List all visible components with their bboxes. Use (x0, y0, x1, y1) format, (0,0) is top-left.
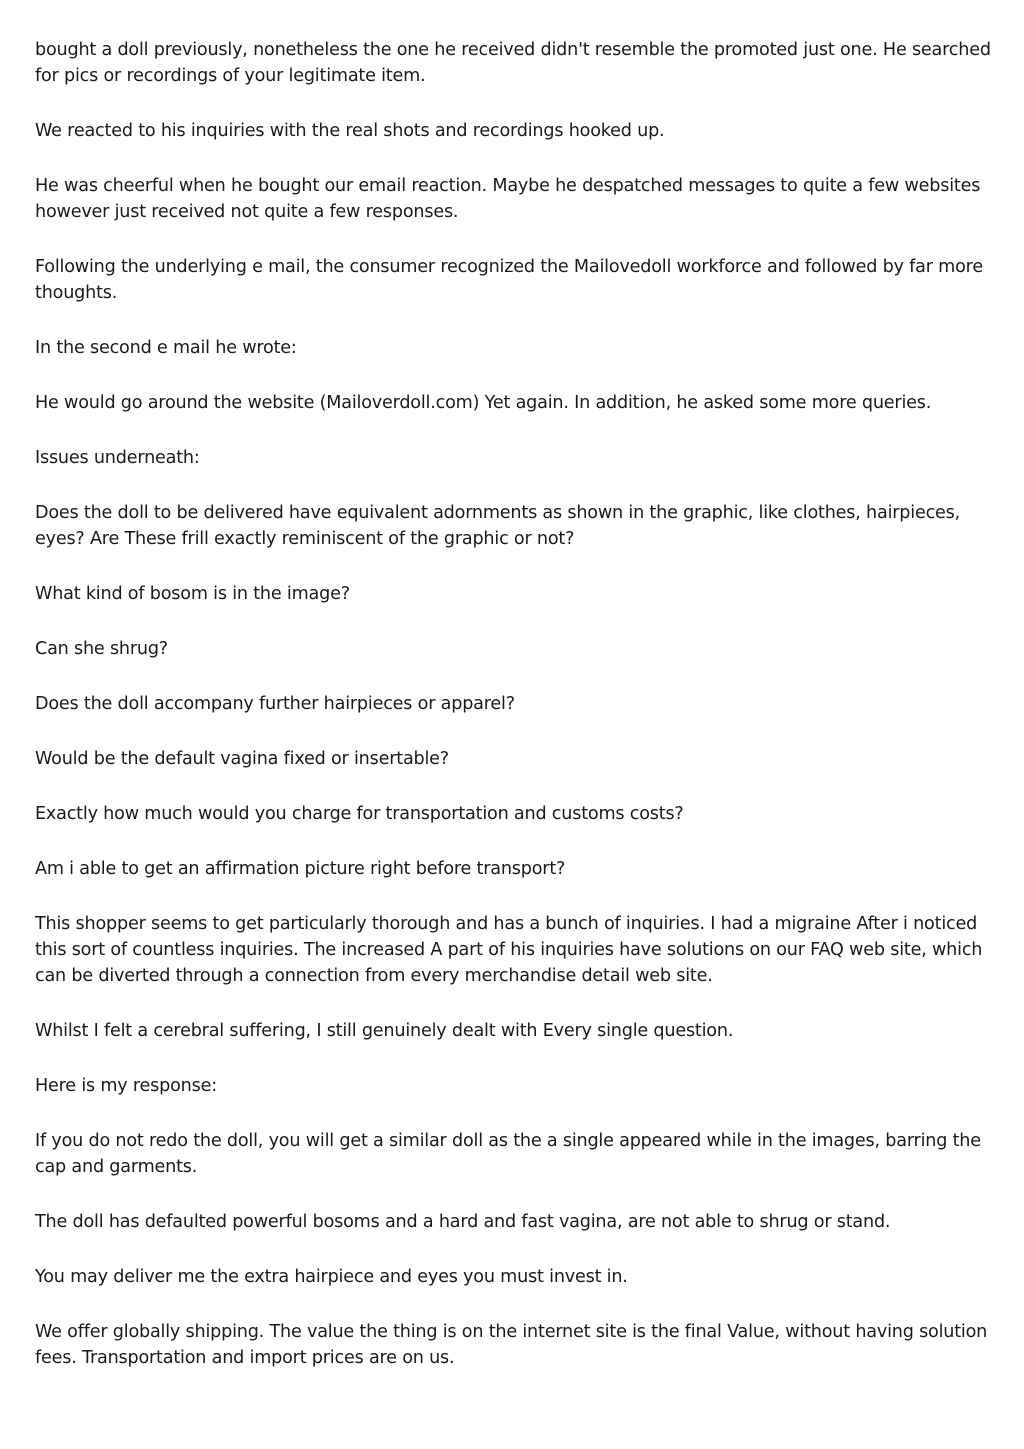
paragraph-16: Whilst I felt a cerebral suffering, I still genuinely dealt with Every single question. (35, 1021, 734, 1041)
paragraph-1: bought a doll previously, nonetheless the one he received didn't resemble the promoted just one. He searched for pics or recordings of your legitimate item. (35, 40, 991, 86)
question-6: Exactly how much would you charge for transportation and customs costs? (35, 804, 684, 824)
paragraph-5: In the second e mail he wrote: (35, 338, 297, 358)
question-4: Does the doll accompany further hairpieces or apparel? (35, 694, 515, 714)
question-3: Can she shrug? (35, 639, 168, 659)
answer-2: The doll has defaulted powerful bosoms and a hard and fast vagina, are not able to shrug or stand. (35, 1212, 891, 1232)
paragraph-3: He was cheerful when he bought our email reaction. Maybe he despatched messages to quite a few websites however just received not quite a few responses. (35, 176, 981, 222)
answer-3: You may deliver me the extra hairpiece and eyes you must invest in. (35, 1267, 628, 1287)
paragraph-15: This shopper seems to get particularly thorough and has a bunch of inquiries. I had a migraine After i noticed this sort of countless inquiries. The increased A part of his inquiries have solutions on our FAQ web site, which can be diverted through a connection from every merchandise detail web site. (35, 914, 983, 986)
question-1: Does the doll to be delivered have equivalent adornments as shown in the graphic, like clothes, hairpieces, eyes? Are These frill exactly reminiscent of the graphic or not? (35, 503, 961, 549)
paragraph-7: Issues underneath: (35, 448, 200, 468)
answer-1: If you do not redo the doll, you will get a similar doll as the a single appeared while in the images, barring the cap and garments. (35, 1131, 981, 1177)
answer-4: We offer globally shipping. The value the thing is on the internet site is the final Value, without having solution fees. Transportation and import prices are on us. (35, 1322, 988, 1368)
paragraph-17: Here is my response: (35, 1076, 217, 1096)
paragraph-4: Following the underlying e mail, the consumer recognized the Mailovedoll workforce and followed by far more thoughts. (35, 257, 983, 303)
question-7: Am i able to get an affirmation picture right before transport? (35, 859, 566, 879)
question-2: What kind of bosom is in the image? (35, 584, 350, 604)
paragraph-6: He would go around the website (Mailoverdoll.com) Yet again. In addition, he asked some more queries. (35, 393, 932, 413)
question-5: Would be the default vagina fixed or insertable? (35, 749, 449, 769)
paragraph-2: We reacted to his inquiries with the real shots and recordings hooked up. (35, 121, 665, 141)
document-body (35, 37, 995, 1400)
